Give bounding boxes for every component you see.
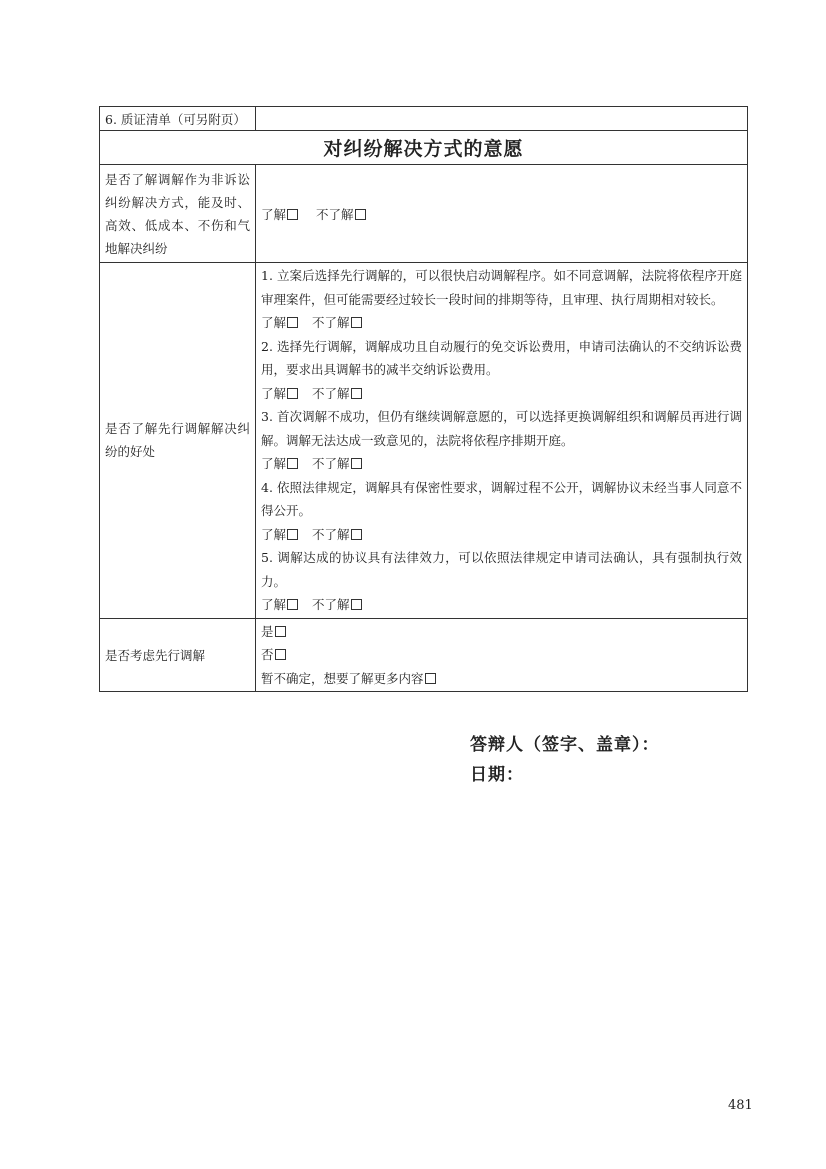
checkbox-icon[interactable] <box>351 458 362 469</box>
option-understand[interactable]: 了解 <box>261 593 298 617</box>
question-consider-mediation-row <box>100 618 748 692</box>
benefit-item-text: 2. 选择先行调解，调解成功且自动履行的免交诉讼费用，申请司法确认的不交纳诉讼费用，要求出具调解书的减半交纳诉讼费用。 <box>261 338 742 377</box>
question-mediation-awareness-row <box>100 165 748 263</box>
checkbox-icon[interactable] <box>351 317 362 328</box>
question-benefits-row <box>100 263 748 619</box>
option-understand[interactable]: 了解 <box>261 452 298 476</box>
checkbox-icon[interactable] <box>275 626 286 637</box>
option-not-understand[interactable]: 不了解 <box>312 311 362 335</box>
question-mediation-awareness-answer <box>256 165 748 263</box>
checkbox-icon[interactable] <box>351 388 362 399</box>
evidence-list-row <box>100 107 748 131</box>
checkbox-icon[interactable] <box>287 458 298 469</box>
checkbox-icon[interactable] <box>351 599 362 610</box>
checkbox-icon[interactable] <box>275 649 286 660</box>
option-understand[interactable]: 了解 <box>261 523 298 547</box>
option-not-understand[interactable]: 不了解 <box>316 205 366 223</box>
option-understand[interactable]: 了解 <box>261 311 298 335</box>
checkbox-icon[interactable] <box>351 529 362 540</box>
checkbox-icon[interactable] <box>287 599 298 610</box>
option-not-understand[interactable]: 不了解 <box>312 452 362 476</box>
checkbox-icon[interactable] <box>425 673 436 684</box>
option-no[interactable]: 否 <box>261 643 742 667</box>
benefit-item-options <box>261 523 742 547</box>
option-not-understand[interactable]: 不了解 <box>312 523 362 547</box>
option-understand[interactable]: 了解 <box>261 205 298 223</box>
question-consider-mediation-answers <box>256 618 748 692</box>
date-label: 日期： <box>470 765 524 785</box>
evidence-list-label: 6. 质证清单（可另附页） <box>100 107 256 131</box>
page-number: 481 <box>728 1098 753 1113</box>
option-understand[interactable]: 了解 <box>261 382 298 406</box>
benefit-item-text: 4. 依照法律规定，调解具有保密性要求，调解过程不公开，调解协议未经当事人同意不得公开。 <box>261 479 742 518</box>
option-unsure[interactable]: 暂不确定，想要了解更多内容 <box>261 667 742 691</box>
benefit-item-text: 3. 首次调解不成功，但仍有继续调解意愿的，可以选择更换调解组织和调解员再进行调解。调解无法达成一致意见的，法院将依程序排期开庭。 <box>261 409 742 448</box>
option-yes[interactable]: 是 <box>261 620 742 644</box>
section-title: 对纠纷解决方式的意愿 <box>100 131 748 165</box>
benefit-item-options <box>261 593 742 617</box>
checkbox-icon[interactable] <box>287 388 298 399</box>
question-consider-mediation-label: 是否考虑先行调解 <box>100 618 256 692</box>
benefit-item-options <box>261 452 742 476</box>
benefit-item-text: 1. 立案后选择先行调解的，可以很快启动调解程序。如不同意调解，法院将依程序开庭审理案件，但可能需要经过较长一段时间的排期等待，且审理、执行周期相对较长。 <box>261 268 742 307</box>
checkbox-icon[interactable] <box>287 209 298 220</box>
option-not-understand[interactable]: 不了解 <box>312 382 362 406</box>
question-mediation-awareness-label: 是否了解调解作为非诉讼纠纷解决方式，能及时、高效、低成本、不伤和气地解决纠纷 <box>100 165 256 263</box>
checkbox-icon[interactable] <box>355 209 366 220</box>
benefit-item-text: 5. 调解达成的协议具有法律效力，可以依照法律规定申请司法确认，具有强制执行效力。 <box>261 550 742 589</box>
benefit-item-options <box>261 382 742 406</box>
option-not-understand[interactable]: 不了解 <box>312 593 362 617</box>
question-benefits-answers <box>256 263 748 619</box>
section-title-row <box>100 131 748 165</box>
evidence-list-field[interactable] <box>256 107 748 131</box>
respondent-signature-label: 答辩人（签字、盖章）： <box>470 735 660 755</box>
question-benefits-label: 是否了解先行调解解决纠纷的好处 <box>100 263 256 619</box>
checkbox-icon[interactable] <box>287 317 298 328</box>
benefit-item-options <box>261 311 742 335</box>
checkbox-icon[interactable] <box>287 529 298 540</box>
dispute-form-table <box>99 106 748 692</box>
